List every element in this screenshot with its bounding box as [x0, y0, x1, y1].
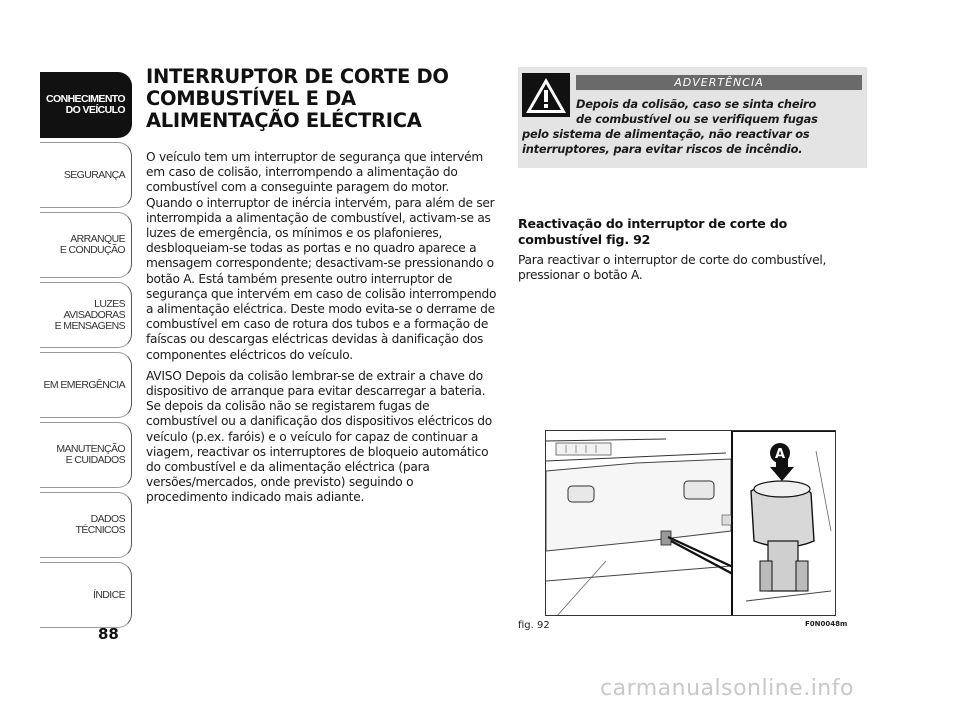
body-paragraph: AVISO Depois da colisão lembrar-se de extrair a chave do dispositivo de arranque para evitar descarregar a bateria. Se depois da colisão não se registarem fugas de combustível ou a danificação dos dispositivos eléctricos do veículo (p.ex. faróis) e o veículo for capaz de continuar a viagem, reactivar os interruptores de bloqueio automático do combustível e da alimentação eléctrica (para versões/mercados, onde previsto) seguindo o procedimento indicado mais adiante.: [146, 368, 492, 505]
dashboard-illustration: [546, 431, 836, 616]
tab-em-emergencia[interactable]: [40, 352, 132, 418]
warning-header: ADVERTÊNCIA: [576, 75, 862, 90]
tab-conhecimento-do-veiculo[interactable]: [40, 72, 132, 138]
main-section: [146, 66, 498, 512]
figure-code: F0N0048m: [805, 620, 848, 628]
tab-label: ARRANQUE E CONDUÇÃO: [59, 233, 125, 256]
tab-manutencao-e-cuidados[interactable]: [40, 422, 132, 488]
tab-label: DADOS TÉCNICOS: [75, 513, 125, 536]
tab-luzes-avisadoras[interactable]: [40, 282, 132, 348]
body-paragraph: O veículo tem um interruptor de segurança que intervém em caso de colisão, interrompendo a alimentação do combustível com a conseguinte paragem do motor. Quando o interruptor de inércia intervém, para além de ser interrompida a alimentação de combustível, activam-se as luzes de emergência, os mínimos e os plafonieres, desbloqueiam-se todas as portas e no quadro aparece a mensagem correspondente; desactivam-se pressionando o botão A. Está também presente outro interruptor de segurança que intervém em caso de colisão interrompendo a alimentação eléctrica. Deste modo evita-se o derrame de combustível em caso de rotura dos tubos e a formação de faíscas ou descargas eléctricas devidas à danificação dos componentes eléctricos do veículo.: [146, 150, 497, 362]
chapter-sidebar: [40, 72, 132, 632]
warning-line: Depois da colisão, caso se sinta cheiro: [576, 97, 817, 111]
subsection-heading: Reactivação do interruptor de corte do combustível fig. 92: [518, 216, 788, 247]
tab-arranque-e-conducao[interactable]: [40, 212, 132, 278]
tab-label: SEGURANÇA: [63, 168, 125, 181]
warning-line: de combustível ou se verifiquem fugas: [576, 112, 818, 126]
figure-92: [545, 430, 836, 616]
warning-text: [522, 97, 862, 157]
tab-label: MANUTENÇÃO E CUIDADOS: [56, 443, 125, 466]
tab-label: LUZES AVISADORAS E MENSAGENS: [54, 297, 125, 332]
watermark: carmanualsonline.info: [600, 676, 854, 701]
tab-label: ÍNDICE: [93, 588, 125, 601]
page-number: 88: [98, 625, 119, 643]
tab-indice[interactable]: [40, 562, 132, 628]
tab-seguranca[interactable]: [40, 142, 132, 208]
reactivation-section: [518, 216, 868, 289]
body-paragraph: Para reactivar o interruptor de corte do combustível, pressionar o botão A.: [518, 253, 827, 283]
tab-label: EM EMERGÊNCIA: [43, 378, 125, 391]
tab-label: CONHECIMENTO DO VEÍCULO: [46, 93, 125, 116]
callout-label: A: [774, 447, 786, 462]
figure-caption: fig. 92: [518, 620, 550, 631]
section-heading: INTERRUPTOR DE CORTE DO COMBUSTÍVEL E DA ALIMENTAÇÃO ELÉCTRICA: [146, 65, 449, 132]
tab-dados-tecnicos[interactable]: [40, 492, 132, 558]
warning-box: [518, 67, 867, 168]
warning-line: pelo sistema de alimentação, não reactivar os interruptores, para evitar riscos de incêndio.: [522, 127, 810, 156]
